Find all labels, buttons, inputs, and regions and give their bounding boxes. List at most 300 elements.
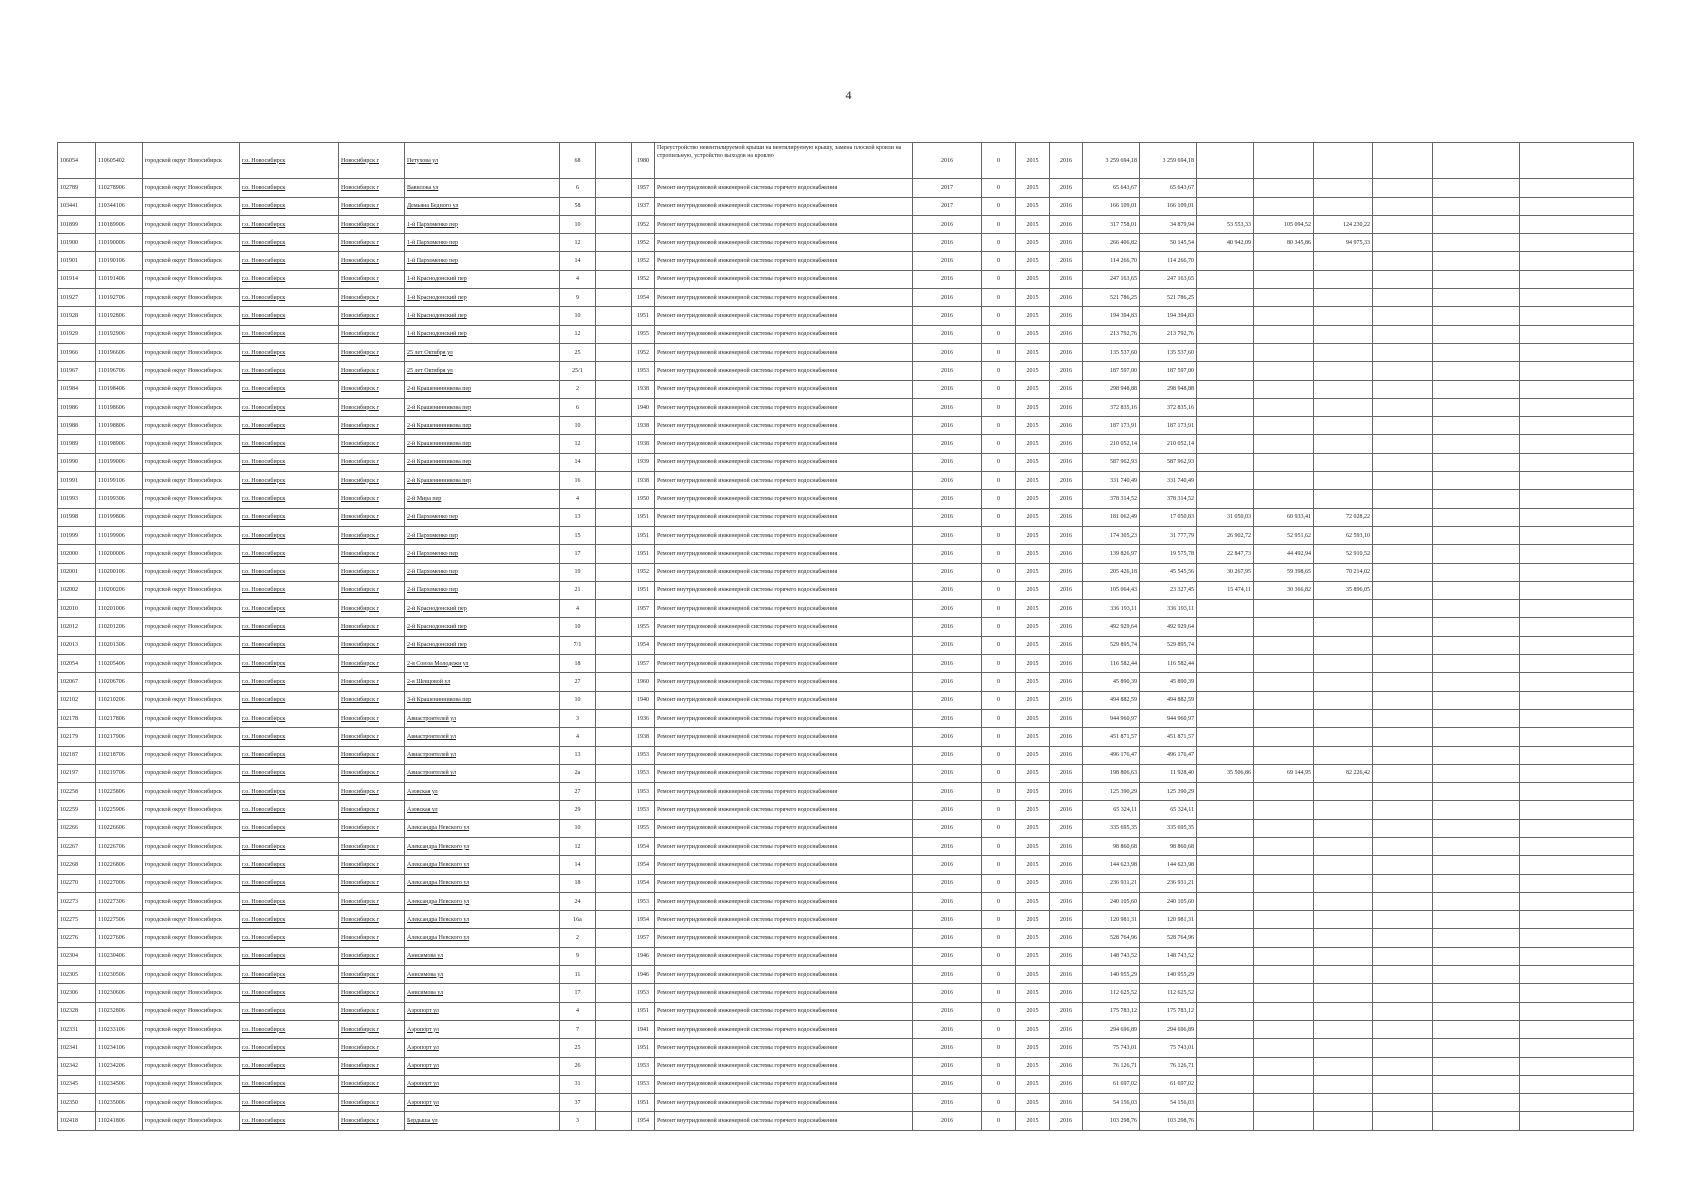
cell-locality: Новосибирск г	[339, 728, 405, 746]
cell-total-cost: 181 062,49	[1083, 508, 1140, 526]
cell-total-cost: 45 890,39	[1083, 673, 1140, 691]
cell-municipality: городской округ Новосибирск	[143, 783, 240, 801]
cell-locality: Новосибирск г	[339, 1094, 405, 1112]
cell-locality: Новосибирск г	[339, 929, 405, 947]
cell-cost-part-3	[1254, 1094, 1314, 1112]
cell-cost-part-2	[1197, 911, 1254, 929]
cell-year: 1951	[632, 581, 655, 599]
cell-work-type: Ремонт внутридомовой инженерной системы горячего водоснабжения	[655, 1112, 913, 1130]
cell-cost-part-3	[1254, 343, 1314, 361]
cell-year-from: 2015	[1016, 234, 1050, 252]
cell-floors: 0	[982, 655, 1016, 673]
cell-building	[596, 508, 632, 526]
cell-floors: 0	[982, 343, 1016, 361]
cell-street: 2-й Пархоменко пер	[405, 526, 560, 544]
cell-house-id: 102197	[58, 764, 96, 782]
cell-extra-1	[1373, 490, 1433, 508]
cell-cost-part-4: 52 910,52	[1314, 545, 1373, 563]
cell-house-id: 101927	[58, 289, 96, 307]
cell-planned-year: 2016	[913, 709, 982, 727]
cell-cost-part-1: 61 697,02	[1140, 1075, 1197, 1093]
cell-house-number: 7	[560, 1020, 596, 1038]
cell-house-number: 25/1	[560, 362, 596, 380]
cell-year-from: 2015	[1016, 1020, 1050, 1038]
cell-cost-part-3	[1254, 1057, 1314, 1075]
cell-total-cost: 103 298,76	[1083, 1112, 1140, 1130]
cell-cost-part-1: 587 962,93	[1140, 453, 1197, 471]
cell-cost-part-3	[1254, 1112, 1314, 1130]
cell-extra-2	[1433, 307, 1520, 325]
cell-cost-part-3: 69 144,95	[1254, 764, 1314, 782]
cell-total-cost: 317 758,01	[1083, 215, 1140, 233]
cell-code: 110225906	[96, 801, 143, 819]
cell-year-from: 2015	[1016, 1112, 1050, 1130]
cell-code: 110344106	[96, 197, 143, 215]
cell-planned-year: 2016	[913, 856, 982, 874]
cell-extra-3	[1520, 673, 1634, 691]
cell-cost-part-1: 194 394,83	[1140, 307, 1197, 325]
cell-year-from: 2015	[1016, 801, 1050, 819]
cell-extra-1	[1373, 1094, 1433, 1112]
cell-planned-year: 2016	[913, 490, 982, 508]
cell-code: 110234106	[96, 1039, 143, 1057]
cell-work-type: Ремонт внутридомовой инженерной системы горячего водоснабжения	[655, 801, 913, 819]
cell-cost-part-3: 60 933,41	[1254, 508, 1314, 526]
cell-cost-part-4	[1314, 472, 1373, 490]
cell-total-cost: 492 929,64	[1083, 618, 1140, 636]
table-row	[58, 819, 1634, 837]
cell-year-from: 2015	[1016, 819, 1050, 837]
cell-municipality: городской округ Новосибирск	[143, 526, 240, 544]
cell-code: 110230606	[96, 984, 143, 1002]
cell-cost-part-3	[1254, 600, 1314, 618]
cell-work-type: Ремонт внутридомовой инженерной системы горячего водоснабжения	[655, 1020, 913, 1038]
cell-house-id: 102012	[58, 618, 96, 636]
cell-district: г.о. Новосибирск	[240, 819, 339, 837]
cell-extra-2	[1433, 801, 1520, 819]
cell-cost-part-3	[1254, 728, 1314, 746]
cell-floors: 0	[982, 362, 1016, 380]
cell-year-to: 2016	[1050, 1094, 1083, 1112]
cell-building	[596, 526, 632, 544]
cell-house-id: 101989	[58, 435, 96, 453]
cell-cost-part-1: 494 882,59	[1140, 691, 1197, 709]
cell-cost-part-4	[1314, 892, 1373, 910]
cell-year-from: 2015	[1016, 764, 1050, 782]
cell-house-number: 6	[560, 179, 596, 197]
cell-cost-part-4	[1314, 874, 1373, 892]
cell-municipality: городской округ Новосибирск	[143, 325, 240, 343]
cell-total-cost: 112 625,52	[1083, 984, 1140, 1002]
cell-planned-year: 2016	[913, 1020, 982, 1038]
cell-extra-3	[1520, 1057, 1634, 1075]
cell-locality: Новосибирск г	[339, 508, 405, 526]
cell-cost-part-3	[1254, 856, 1314, 874]
cell-district: г.о. Новосибирск	[240, 966, 339, 984]
cell-year: 1955	[632, 819, 655, 837]
cell-floors: 0	[982, 398, 1016, 416]
cell-extra-1	[1373, 143, 1433, 179]
table-row	[58, 984, 1634, 1002]
cell-house-id: 102267	[58, 837, 96, 855]
cell-municipality: городской округ Новосибирск	[143, 307, 240, 325]
cell-floors: 0	[982, 984, 1016, 1002]
cell-extra-2	[1433, 984, 1520, 1002]
cell-cost-part-4	[1314, 179, 1373, 197]
table-row	[58, 1020, 1634, 1038]
cell-cost-part-4	[1314, 929, 1373, 947]
cell-work-type: Ремонт внутридомовой инженерной системы горячего водоснабжения	[655, 508, 913, 526]
cell-extra-3	[1520, 947, 1634, 965]
cell-house-id: 102102	[58, 691, 96, 709]
cell-year-from: 2015	[1016, 472, 1050, 490]
cell-year-from: 2015	[1016, 929, 1050, 947]
cell-total-cost: 65 324,11	[1083, 801, 1140, 819]
cell-locality: Новосибирск г	[339, 691, 405, 709]
cell-house-number: 9	[560, 947, 596, 965]
cell-extra-2	[1433, 234, 1520, 252]
cell-floors: 0	[982, 252, 1016, 270]
cell-floors: 0	[982, 966, 1016, 984]
cell-cost-part-4	[1314, 618, 1373, 636]
cell-extra-3	[1520, 563, 1634, 581]
cell-street: Азовская ул	[405, 783, 560, 801]
cell-house-id: 102002	[58, 581, 96, 599]
cell-house-number: 18	[560, 655, 596, 673]
cell-code: 110191406	[96, 270, 143, 288]
cell-building	[596, 1075, 632, 1093]
cell-cost-part-4	[1314, 490, 1373, 508]
cell-house-id: 102342	[58, 1057, 96, 1075]
cell-municipality: городской округ Новосибирск	[143, 380, 240, 398]
cell-municipality: городской округ Новосибирск	[143, 600, 240, 618]
cell-planned-year: 2016	[913, 545, 982, 563]
cell-year-to: 2016	[1050, 600, 1083, 618]
cell-cost-part-3	[1254, 398, 1314, 416]
cell-locality: Новосибирск г	[339, 1020, 405, 1038]
cell-cost-part-4	[1314, 636, 1373, 654]
cell-municipality: городской округ Новосибирск	[143, 636, 240, 654]
cell-house-id: 103441	[58, 197, 96, 215]
cell-extra-2	[1433, 783, 1520, 801]
cell-year-to: 2016	[1050, 343, 1083, 361]
cell-total-cost: 135 537,60	[1083, 343, 1140, 361]
cell-extra-3	[1520, 911, 1634, 929]
cell-municipality: городской округ Новосибирск	[143, 1112, 240, 1130]
cell-year-from: 2015	[1016, 289, 1050, 307]
cell-year: 1946	[632, 966, 655, 984]
cell-total-cost: 54 156,03	[1083, 1094, 1140, 1112]
cell-street: Александра Невского ул	[405, 911, 560, 929]
cell-cost-part-2	[1197, 819, 1254, 837]
table-row	[58, 526, 1634, 544]
cell-cost-part-3	[1254, 783, 1314, 801]
cell-total-cost: 140 955,29	[1083, 966, 1140, 984]
cell-work-type: Ремонт внутридомовой инженерной системы горячего водоснабжения	[655, 984, 913, 1002]
cell-extra-1	[1373, 1002, 1433, 1020]
cell-street: 2-й Крашенинникова пер	[405, 453, 560, 471]
cell-house-number: 26	[560, 1057, 596, 1075]
cell-cost-part-3: 44 492,94	[1254, 545, 1314, 563]
cell-house-number: 2	[560, 929, 596, 947]
cell-extra-2	[1433, 435, 1520, 453]
cell-floors: 0	[982, 728, 1016, 746]
cell-street: 2-й Крашенинникова пер	[405, 380, 560, 398]
cell-street: Петухова ул	[405, 143, 560, 179]
cell-year-to: 2016	[1050, 1075, 1083, 1093]
cell-house-number: 16	[560, 472, 596, 490]
cell-year: 1952	[632, 563, 655, 581]
cell-year-from: 2015	[1016, 490, 1050, 508]
cell-extra-2	[1433, 143, 1520, 179]
cell-cost-part-4	[1314, 325, 1373, 343]
cell-district: г.о. Новосибирск	[240, 764, 339, 782]
cell-cost-part-1: 213 792,76	[1140, 325, 1197, 343]
cell-house-number: 3	[560, 1112, 596, 1130]
cell-street: 2-й Крашенинникова пер	[405, 398, 560, 416]
cell-house-number: 31	[560, 1075, 596, 1093]
cell-cost-part-2	[1197, 728, 1254, 746]
cell-cost-part-3	[1254, 709, 1314, 727]
cell-work-type: Ремонт внутридомовой инженерной системы горячего водоснабжения	[655, 325, 913, 343]
cell-building	[596, 819, 632, 837]
cell-cost-part-1: 294 696,89	[1140, 1020, 1197, 1038]
cell-cost-part-3	[1254, 947, 1314, 965]
cell-code: 110226806	[96, 856, 143, 874]
cell-house-id: 101928	[58, 307, 96, 325]
cell-building	[596, 325, 632, 343]
cell-code: 110199806	[96, 508, 143, 526]
cell-extra-3	[1520, 892, 1634, 910]
cell-district: г.о. Новосибирск	[240, 837, 339, 855]
cell-cost-part-2	[1197, 435, 1254, 453]
cell-cost-part-1: 144 623,98	[1140, 856, 1197, 874]
cell-year-from: 2015	[1016, 252, 1050, 270]
cell-cost-part-3	[1254, 252, 1314, 270]
cell-house-id: 101966	[58, 343, 96, 361]
cell-code: 110210206	[96, 691, 143, 709]
cell-extra-2	[1433, 618, 1520, 636]
cell-house-id: 102350	[58, 1094, 96, 1112]
cell-building	[596, 673, 632, 691]
cell-year-to: 2016	[1050, 270, 1083, 288]
cell-year-to: 2016	[1050, 234, 1083, 252]
cell-municipality: городской округ Новосибирск	[143, 234, 240, 252]
cell-total-cost: 298 948,88	[1083, 380, 1140, 398]
table-row	[58, 874, 1634, 892]
cell-building	[596, 307, 632, 325]
cell-municipality: городской округ Новосибирск	[143, 691, 240, 709]
cell-district: г.о. Новосибирск	[240, 380, 339, 398]
cell-house-number: 29	[560, 801, 596, 819]
cell-year-from: 2015	[1016, 746, 1050, 764]
cell-locality: Новосибирск г	[339, 380, 405, 398]
cell-district: г.о. Новосибирск	[240, 892, 339, 910]
cell-year: 1938	[632, 380, 655, 398]
cell-code: 110235006	[96, 1094, 143, 1112]
cell-year-from: 2015	[1016, 508, 1050, 526]
cell-year-from: 2015	[1016, 709, 1050, 727]
cell-building	[596, 545, 632, 563]
cell-cost-part-2	[1197, 1112, 1254, 1130]
cell-extra-1	[1373, 289, 1433, 307]
cell-work-type: Ремонт внутридомовой инженерной системы горячего водоснабжения	[655, 179, 913, 197]
cell-district: г.о. Новосибирск	[240, 1057, 339, 1075]
cell-house-id: 101988	[58, 417, 96, 435]
cell-street: 25 лет Октября ул	[405, 343, 560, 361]
cell-cost-part-1: 372 835,16	[1140, 398, 1197, 416]
cell-locality: Новосибирск г	[339, 746, 405, 764]
cell-street: 2-й Крашенинникова пер	[405, 435, 560, 453]
cell-floors: 0	[982, 618, 1016, 636]
cell-building	[596, 472, 632, 490]
cell-planned-year: 2016	[913, 1112, 982, 1130]
cell-extra-3	[1520, 856, 1634, 874]
cell-year-from: 2015	[1016, 1075, 1050, 1093]
cell-locality: Новосибирск г	[339, 1057, 405, 1075]
cell-cost-part-2	[1197, 143, 1254, 179]
cell-district: г.о. Новосибирск	[240, 143, 339, 179]
cell-house-id: 102010	[58, 600, 96, 618]
cell-house-number: 2	[560, 380, 596, 398]
cell-code: 110227606	[96, 929, 143, 947]
cell-municipality: городской округ Новосибирск	[143, 892, 240, 910]
cell-building	[596, 1002, 632, 1020]
cell-cost-part-1: 187 597,00	[1140, 362, 1197, 380]
cell-code: 110233106	[96, 1020, 143, 1038]
cell-house-id: 102789	[58, 179, 96, 197]
cell-cost-part-4	[1314, 655, 1373, 673]
cell-building	[596, 783, 632, 801]
cell-year-from: 2015	[1016, 325, 1050, 343]
cell-cost-part-4	[1314, 307, 1373, 325]
cell-house-id: 102418	[58, 1112, 96, 1130]
cell-cost-part-1: 148 743,52	[1140, 947, 1197, 965]
cell-extra-1	[1373, 1039, 1433, 1057]
cell-cost-part-2	[1197, 801, 1254, 819]
cell-cost-part-2	[1197, 1002, 1254, 1020]
cell-locality: Новосибирск г	[339, 947, 405, 965]
cell-cost-part-3	[1254, 984, 1314, 1002]
table-row	[58, 197, 1634, 215]
cell-municipality: городской округ Новосибирск	[143, 801, 240, 819]
cell-locality: Новосибирск г	[339, 234, 405, 252]
cell-extra-1	[1373, 600, 1433, 618]
cell-total-cost: 198 806,63	[1083, 764, 1140, 782]
cell-street: 2-я Союза Молодежи ул	[405, 655, 560, 673]
cell-extra-3	[1520, 1039, 1634, 1057]
cell-house-number: 37	[560, 1094, 596, 1112]
cell-locality: Новосибирск г	[339, 764, 405, 782]
cell-year-to: 2016	[1050, 618, 1083, 636]
table-row	[58, 453, 1634, 471]
cell-planned-year: 2016	[913, 984, 982, 1002]
cell-extra-1	[1373, 837, 1433, 855]
cell-year-to: 2016	[1050, 526, 1083, 544]
cell-work-type: Ремонт внутридомовой инженерной системы горячего водоснабжения	[655, 618, 913, 636]
cell-house-id: 102305	[58, 966, 96, 984]
cell-cost-part-4	[1314, 709, 1373, 727]
cell-year: 1957	[632, 655, 655, 673]
cell-locality: Новосибирск г	[339, 362, 405, 380]
cell-building	[596, 417, 632, 435]
cell-code: 110199006	[96, 453, 143, 471]
cell-district: г.о. Новосибирск	[240, 581, 339, 599]
cell-year-to: 2016	[1050, 1112, 1083, 1130]
cell-floors: 0	[982, 1075, 1016, 1093]
cell-cost-part-4	[1314, 417, 1373, 435]
cell-year-from: 2015	[1016, 1094, 1050, 1112]
cell-cost-part-2	[1197, 673, 1254, 691]
cell-extra-2	[1433, 490, 1520, 508]
table-row	[58, 709, 1634, 727]
cell-year-from: 2015	[1016, 398, 1050, 416]
cell-code: 110605402	[96, 143, 143, 179]
cell-municipality: городской округ Новосибирск	[143, 472, 240, 490]
cell-code: 110225806	[96, 783, 143, 801]
cell-floors: 0	[982, 143, 1016, 179]
cell-house-id: 101929	[58, 325, 96, 343]
cell-extra-1	[1373, 892, 1433, 910]
cell-extra-3	[1520, 764, 1634, 782]
cell-work-type: Ремонт внутридомовой инженерной системы горячего водоснабжения	[655, 307, 913, 325]
cell-street: Авиастроителей ул	[405, 764, 560, 782]
cell-planned-year: 2016	[913, 929, 982, 947]
cell-floors: 0	[982, 435, 1016, 453]
cell-locality: Новосибирск г	[339, 490, 405, 508]
cell-extra-3	[1520, 709, 1634, 727]
cell-street: Вавилова ул	[405, 179, 560, 197]
cell-cost-part-1: 140 955,29	[1140, 966, 1197, 984]
cell-district: г.о. Новосибирск	[240, 1094, 339, 1112]
cell-year-to: 2016	[1050, 984, 1083, 1002]
cell-floors: 0	[982, 911, 1016, 929]
cell-work-type: Ремонт внутридомовой инженерной системы горячего водоснабжения	[655, 819, 913, 837]
cell-locality: Новосибирск г	[339, 581, 405, 599]
cell-extra-1	[1373, 398, 1433, 416]
cell-work-type: Ремонт внутридомовой инженерной системы горячего водоснабжения	[655, 234, 913, 252]
cell-cost-part-3: 59 398,65	[1254, 563, 1314, 581]
cell-building	[596, 929, 632, 947]
cell-municipality: городской округ Новосибирск	[143, 655, 240, 673]
table-row	[58, 581, 1634, 599]
table-row	[58, 417, 1634, 435]
cell-cost-part-1: 65 643,67	[1140, 179, 1197, 197]
cell-building	[596, 453, 632, 471]
cell-code: 110217906	[96, 728, 143, 746]
cell-cost-part-2	[1197, 270, 1254, 288]
cell-total-cost: 331 740,49	[1083, 472, 1140, 490]
cell-code: 110227006	[96, 874, 143, 892]
cell-total-cost: 240 105,60	[1083, 892, 1140, 910]
cell-work-type: Ремонт внутридомовой инженерной системы горячего водоснабжения	[655, 911, 913, 929]
cell-building	[596, 435, 632, 453]
cell-cost-part-3: 80 345,86	[1254, 234, 1314, 252]
cell-municipality: городской округ Новосибирск	[143, 398, 240, 416]
cell-floors: 0	[982, 545, 1016, 563]
cell-code: 110192906	[96, 325, 143, 343]
cell-extra-3	[1520, 380, 1634, 398]
cell-extra-2	[1433, 764, 1520, 782]
cell-house-id: 106054	[58, 143, 96, 179]
cell-year-from: 2015	[1016, 911, 1050, 929]
cell-extra-3	[1520, 600, 1634, 618]
cell-district: г.о. Новосибирск	[240, 783, 339, 801]
cell-year-from: 2015	[1016, 215, 1050, 233]
cell-building	[596, 1057, 632, 1075]
cell-code: 110232806	[96, 1002, 143, 1020]
table-row	[58, 1075, 1634, 1093]
